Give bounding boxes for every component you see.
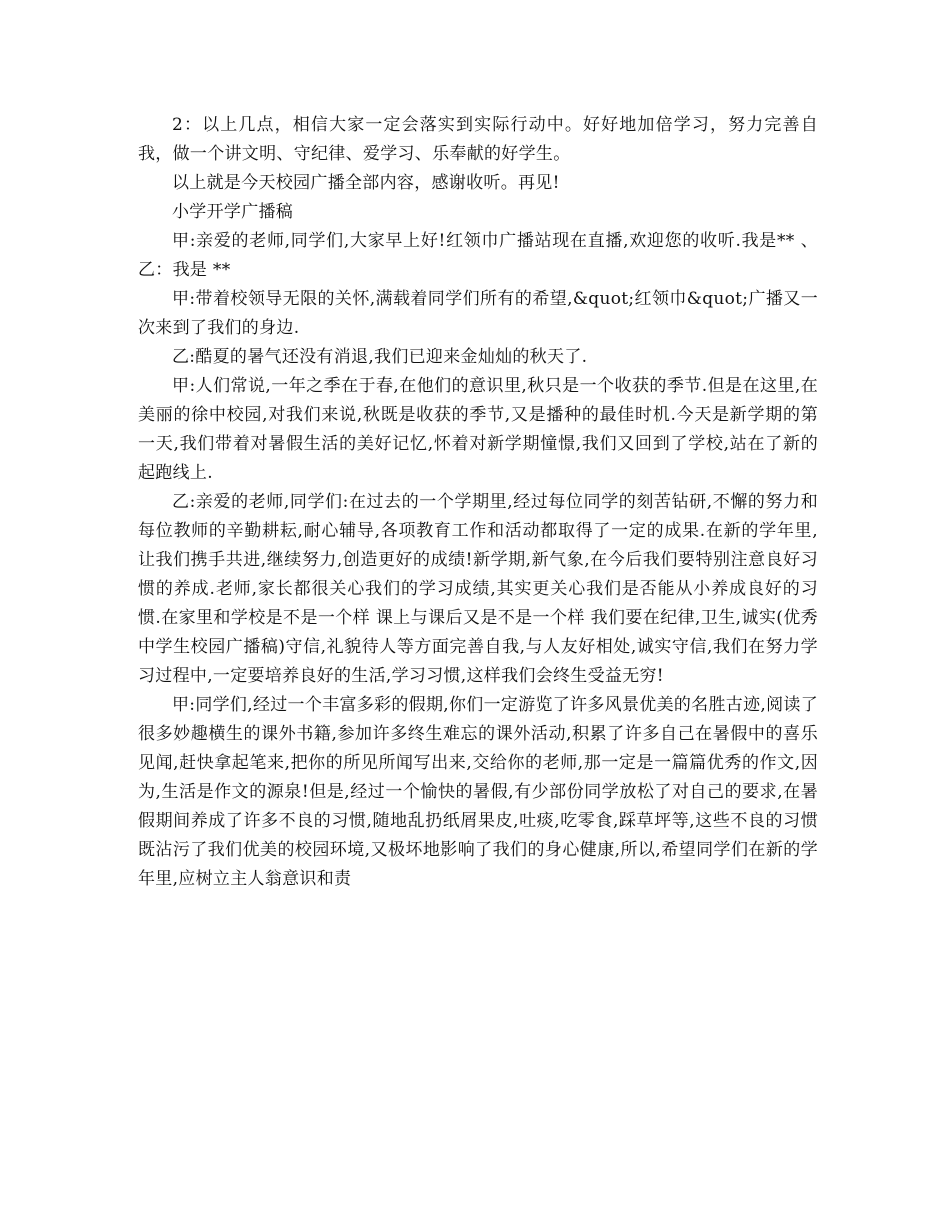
paragraph-new-term: 甲:人们常说,一年之季在于春,在他们的意识里,秋只是一个收获的季节.但是在这里,在美丽的徐中校园,对我们来说,秋既是收获的季节,又是播种的最佳时机.今天是新学期的第一天,我们带着对暑假生活的美好记忆,怀着对新学期憧憬,我们又回到了学校,站在了新的起跑线上. <box>138 376 818 483</box>
document-body <box>138 111 818 894</box>
section-title: 小学开学广播稿 <box>172 202 294 222</box>
paragraph-summary: 2：以上几点，相信大家一定会落实到实际行动中。好好地加倍学习，努力完善自我，做一个讲文明、守纪律、爱学习、乐奉献的好学生。 <box>138 115 818 164</box>
paragraph-intro: 甲:带着校领导无限的关怀,满载着同学们所有的希望,&quot;红领巾&quot;广播又一次来到了我们的身边. <box>138 289 818 338</box>
paragraph-autumn: 乙:酷夏的暑气还没有消退,我们已迎来金灿灿的秋天了. <box>172 347 588 367</box>
paragraph-summer-holiday: 甲:同学们,经过一个丰富多彩的假期,你们一定游览了许多风景优美的名胜古迹,阅读了很多妙趣横生的课外书籍,参加许多终生难忘的课外活动,积累了许多自己在暑假中的喜乐见闻,赶快拿起笔来,把你的所见所闻写出来,交给你的老师,那一定是一篇篇优秀的作文,因为,生活是作文的源泉!但是,经过一个愉快的暑假,有少部份同学放松了对自己的要求,在暑假期间养成了许多不良的习惯,随地乱扔纸屑果皮,吐痰,吃零食,踩草坪等,这些不良的习惯既沾污了我们优美的校园环境,又极坏地影响了我们的身心健康,所以,希望同学们在新的学年里,应树立主人翁意识和责 <box>138 695 818 889</box>
paragraph-closing: 以上就是今天校园广播全部内容，感谢收听。再见! <box>172 173 560 193</box>
paragraph-habits: 乙:亲爱的老师,同学们:在过去的一个学期里,经过每位同学的刻苦钻研,不懈的努力和每位教师的辛勤耕耘,耐心辅导,各项教育工作和活动都取得了一定的成果.在新的学年里,让我们携手共进,继续努力,创造更好的成绩!新学期,新气象,在今后我们要特别注意良好习惯的养成.老师,家长都很关心我们的学习成绩,其实更关心我们是否能从小养成良好的习惯.在家里和学校是不是一个样 课上与课后又是不是一个样 我们要在纪律,卫生,诚实(优秀中学生校园广播稿)守信,礼貌待人等方面完善自我,与人友好相处,诚实守信,我们在努力学习过程中,一定要培养良好的生活,学习习惯,这样我们会终生受益无穷! <box>138 492 818 686</box>
paragraph-greeting: 甲:亲爱的老师,同学们,大家早上好!红领巾广播站现在直播,欢迎您的收听.我是** 、乙：我是 ** <box>138 231 818 280</box>
